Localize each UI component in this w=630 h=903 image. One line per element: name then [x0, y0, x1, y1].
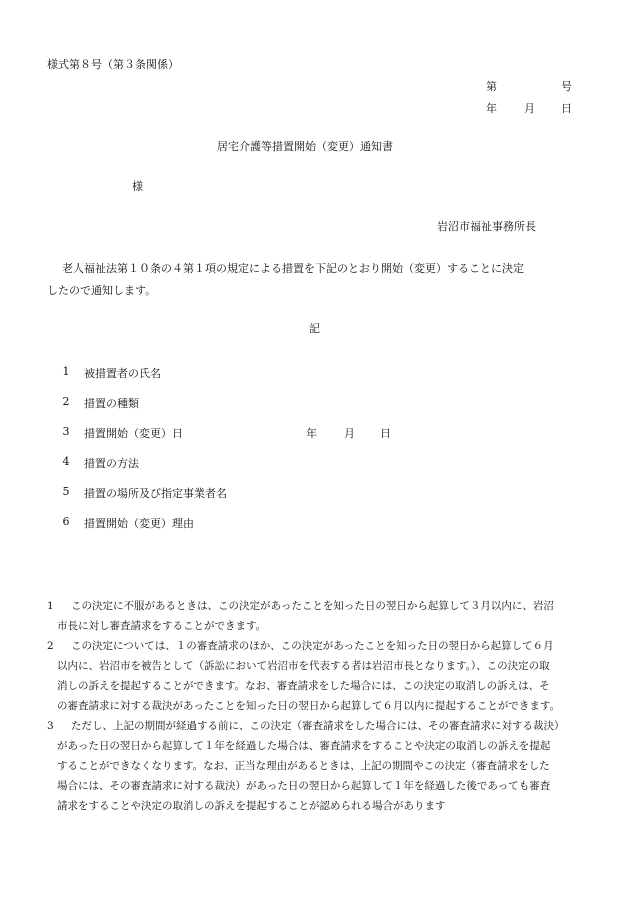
note-line: 消しの訴えを提起することができます。なお、審査請求をした場合には、この決定の取消しの訴えは、そ [57, 680, 550, 692]
item-number: 5 [62, 485, 70, 498]
number-prefix: 第 [486, 80, 497, 93]
item3-day: 日 [380, 427, 391, 440]
note-line: があった日の翌日から起算して１年を経過した場合は、審査請求をすることや決定の取消しの訴えを提起 [57, 740, 551, 752]
item3-year: 年 [306, 427, 317, 440]
number-suffix: 号 [561, 80, 572, 93]
date-day: 日 [561, 102, 572, 115]
note-line: 場合には、その審査請求に対する裁決）があった日の翌日から起算して１年を経過した後であっても審査 [57, 780, 551, 792]
ki-heading: 記 [309, 322, 320, 335]
body-text-line1: 老人福祉法第１０条の４第１項の規定による措置を下記のとおり開始（変更）することに決定 [62, 262, 524, 275]
body-text-line2: したので通知します。 [47, 284, 157, 297]
item-label: 措置の方法 [84, 457, 139, 470]
date-year: 年 [486, 102, 497, 115]
note-line: の審査請求に対する裁決があったことを知った日の翌日から起算して６月以内に提起することができます。 [57, 700, 561, 712]
note-number: 1 [47, 600, 54, 612]
note-line: 以内に、岩沼市を被告として（訴訟において岩沼市を代表する者は岩沼市長となります。）、この決定の取 [57, 660, 550, 672]
note-1 [47, 596, 592, 636]
item-label: 被措置者の氏名 [84, 367, 161, 380]
note-number: 2 [47, 640, 54, 652]
note-line: この決定については、１の審査請求のほか、この決定があったことを知った日の翌日から起算して６月 [71, 640, 554, 652]
item3-month: 月 [344, 427, 355, 440]
item-label: 措置の場所及び指定事業者名 [84, 487, 227, 500]
note-line: 請求をすることや決定の取消しの訴えを提起することが認められる場合があります [57, 800, 446, 812]
note-line: 市長に対し審査請求をすることができます。 [57, 620, 267, 632]
item-number: 6 [62, 515, 70, 528]
document-title: 居宅介護等措置開始（変更）通知書 [217, 140, 393, 153]
notes-section [47, 596, 592, 816]
note-line: ただし、上記の期間が経過する前に、この決定（審査請求をした場合には、その審査請求に対する裁決） [71, 720, 565, 732]
item-number: 4 [62, 455, 70, 468]
item-number: 3 [62, 425, 70, 438]
item-label: 措置開始（変更）理由 [84, 517, 194, 530]
note-line: することができなくなります。なお、正当な理由があるときは、上記の期間やこの決定（審査請求をした [57, 760, 550, 772]
item-label: 措置開始（変更）日 [84, 427, 183, 440]
form-label: 様式第８号（第３条関係） [47, 58, 179, 71]
note-number: 3 [47, 720, 54, 732]
item-label: 措置の種類 [84, 397, 139, 410]
note-2 [47, 636, 592, 716]
note-3 [47, 716, 592, 816]
note-line: この決定に不服があるときは、この決定があったことを知った日の翌日から起算して３月以内に、岩沼 [71, 600, 554, 612]
issuer-name: 岩沼市福祉事務所長 [437, 220, 536, 233]
item-number: 2 [62, 395, 70, 408]
date-month: 月 [524, 102, 535, 115]
item-number: 1 [62, 365, 70, 378]
recipient-suffix: 様 [132, 180, 143, 193]
